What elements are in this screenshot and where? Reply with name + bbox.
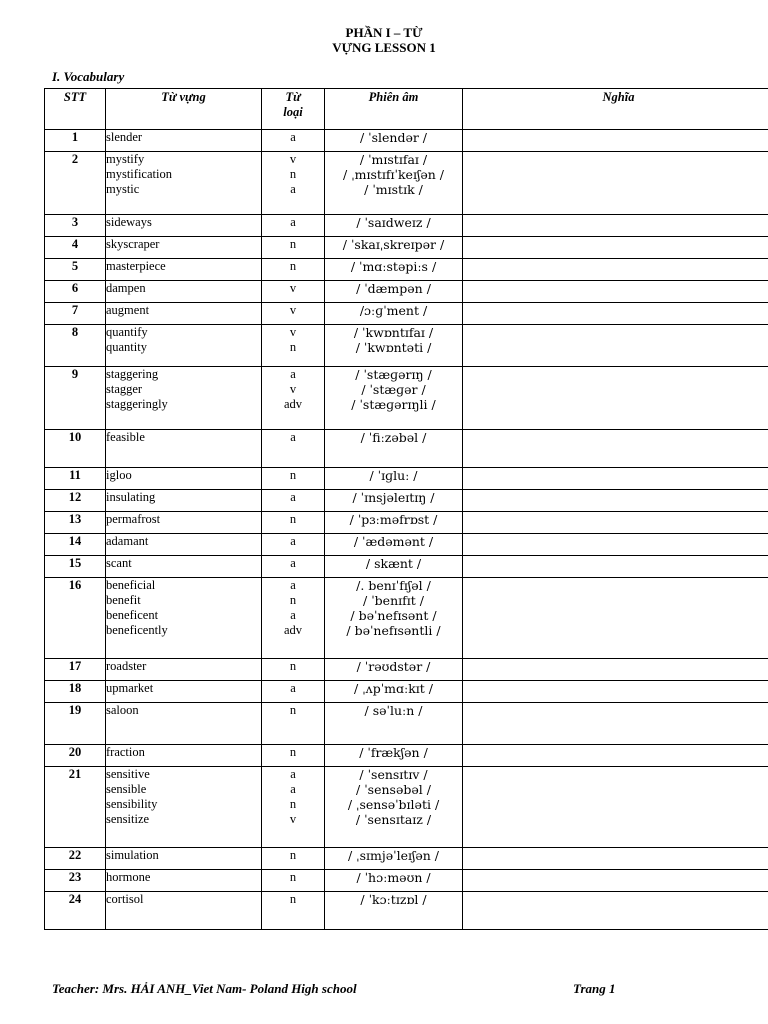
part-of-speech: a [290,556,296,570]
part-of-speech: n [289,848,297,862]
meaning-cell [463,237,768,259]
phonetic-cell [325,430,463,468]
pos-cell [262,659,325,681]
stt-cell: 5 [45,259,106,281]
phonetic-cell [325,534,463,556]
meaning-cell [463,130,768,152]
stt-cell: 4 [45,237,106,259]
vocab-word: mystify [106,152,145,166]
part-of-speech: v [289,281,297,295]
part-of-speech: adv [283,623,303,637]
meaning-cell [463,745,768,767]
vocab-word: igloo [106,468,132,482]
footer-page-number: Trang 1 [573,981,616,996]
vocab-word: upmarket [106,681,154,695]
table-row [45,152,768,215]
phonetic-transcription: / ˈdæmpən / [356,281,431,296]
phonetic-transcription: / ˈɪɡluː / [369,468,418,483]
word-cell [106,703,262,745]
phonetic-cell [325,892,463,930]
part-of-speech: n [289,892,297,906]
phonetic-cell [325,215,463,237]
vocab-word: adamant [106,534,149,548]
word-cell [106,152,262,215]
phonetic-cell [325,681,463,703]
phonetic-transcription: / ˌsɪmjəˈleɪʃən / [347,848,439,863]
word-cell [106,892,262,930]
pos-cell [262,767,325,848]
word-cell [106,848,262,870]
part-of-speech: n [289,593,297,607]
phonetic-transcription: / ˈkɔːtɪzɒl / [360,892,427,907]
meaning-cell [463,468,768,490]
phonetic-transcription: / ˌsensəˈbɪləti / [347,797,440,812]
phonetic-transcription: / ˈmɪstɪfaɪ / [359,152,428,167]
pos-cell [262,430,325,468]
part-of-speech: a [290,490,296,504]
phonetic-transcription: / ˈmɑːstəpiːs / [350,259,437,274]
vocab-word: benefit [106,593,141,607]
phonetic-cell [325,745,463,767]
table-row [45,578,768,659]
part-of-speech: a [290,782,296,796]
part-of-speech: a [290,608,296,622]
pos-cell [262,556,325,578]
meaning-cell [463,681,768,703]
pos-cell [262,745,325,767]
section-heading: I. Vocabulary [52,69,125,84]
part-of-speech: v [289,812,297,826]
meaning-cell [463,281,768,303]
meaning-cell [463,659,768,681]
part-of-speech: a [290,767,296,781]
meaning-cell [463,259,768,281]
vocab-word: dampen [106,281,146,295]
part-of-speech: n [289,237,297,251]
part-of-speech: n [289,468,297,482]
table-row [45,512,768,534]
stt-cell: 11 [45,468,106,490]
part-of-speech: n [289,167,297,181]
meaning-cell [463,490,768,512]
phonetic-cell [325,870,463,892]
pos-cell [262,259,325,281]
phonetic-transcription: / ˈkwɒntəti / [355,340,432,355]
table-row [45,556,768,578]
phonetic-cell [325,578,463,659]
pos-cell [262,681,325,703]
part-of-speech: a [290,215,296,229]
part-of-speech: a [290,182,296,196]
pos-cell [262,512,325,534]
meaning-cell [463,870,768,892]
stt-cell: 12 [45,490,106,512]
meaning-cell [463,767,768,848]
header-pos-line-1: Từ [285,90,301,104]
vocab-word: staggeringly [106,397,168,411]
word-cell [106,430,262,468]
word-cell [106,259,262,281]
phonetic-transcription: / ˈhɔːməʊn / [356,870,431,885]
table-row [45,367,768,430]
vocab-word: augment [106,303,150,317]
part-of-speech: a [290,578,296,592]
phonetic-cell [325,237,463,259]
phonetic-transcription: / ˌmɪstɪfɪˈkeɪʃən / [343,167,444,182]
table-row [45,767,768,848]
word-cell [106,556,262,578]
stt-cell: 2 [45,152,106,215]
vocab-word: insulating [106,490,156,504]
stt-cell: 23 [45,870,106,892]
phonetic-cell [325,767,463,848]
word-cell [106,468,262,490]
stt-cell: 15 [45,556,106,578]
word-cell [106,870,262,892]
table-row [45,870,768,892]
phonetic-cell [325,130,463,152]
phonetic-cell [325,490,463,512]
vocab-word: slender [106,130,143,144]
phonetic-cell [325,303,463,325]
word-cell [106,303,262,325]
phonetic-transcription: / ˈstæɡərɪŋ / [355,367,432,382]
phonetic-cell [325,367,463,430]
pos-cell [262,848,325,870]
phonetic-transcription: / ˈsaɪdweɪz / [356,215,431,230]
meaning-cell [463,556,768,578]
stt-cell: 10 [45,430,106,468]
table-row [45,130,768,152]
word-cell [106,367,262,430]
phonetic-transcription: / ˈbenɪfɪt / [363,593,424,608]
phonetic-transcription: / ˈstæɡərɪŋli / [351,397,436,412]
vocab-word: mystification [106,167,172,181]
header-stt: STT [45,89,106,130]
phonetic-cell [325,703,463,745]
phonetic-cell [325,281,463,303]
part-of-speech: v [289,152,297,166]
phonetic-cell [325,468,463,490]
phonetic-transcription: / bəˈnefɪsəntli / [346,623,441,638]
vocab-word: sensitive [106,767,150,781]
pos-cell [262,237,325,259]
part-of-speech: n [289,745,297,759]
stt-cell: 1 [45,130,106,152]
stt-cell: 19 [45,703,106,745]
stt-cell: 18 [45,681,106,703]
part-of-speech: v [289,382,297,396]
part-of-speech: a [290,534,296,548]
phonetic-cell [325,325,463,367]
vocab-word: saloon [106,703,139,717]
vocabulary-table [44,88,768,930]
table-row [45,259,768,281]
table-row [45,237,768,259]
vocab-word: hormone [106,870,151,884]
table-row [45,892,768,930]
part-of-speech: n [289,870,297,884]
table-row [45,430,768,468]
table-header-row [45,89,768,130]
phonetic-transcription: / ˌʌpˈmɑːkɪt / [354,681,433,696]
table-row [45,468,768,490]
phonetic-transcription: / skænt / [365,556,422,571]
part-of-speech: n [289,340,297,354]
stt-cell: 3 [45,215,106,237]
vocab-word: beneficent [106,608,159,622]
phonetic-transcription: /. benɪˈfɪʃəl / [356,578,431,593]
phonetic-cell [325,848,463,870]
page-title-line-2: VỰNG LESSON 1 [332,40,436,55]
phonetic-transcription: /ɔːɡˈment / [359,303,428,318]
stt-cell: 13 [45,512,106,534]
part-of-speech: n [289,659,297,673]
word-cell [106,237,262,259]
stt-cell: 9 [45,367,106,430]
meaning-cell [463,152,768,215]
vocab-word: sensible [106,782,147,796]
table-row [45,490,768,512]
vocab-word: masterpiece [106,259,166,273]
phonetic-transcription: / ˈfrækʃən / [359,745,428,760]
part-of-speech: n [289,797,297,811]
part-of-speech: v [289,303,297,317]
word-cell [106,490,262,512]
pos-cell [262,303,325,325]
stt-cell: 14 [45,534,106,556]
meaning-cell [463,215,768,237]
phonetic-transcription: / ˈsensɪtɪv / [359,767,428,782]
stt-cell: 6 [45,281,106,303]
table-row [45,745,768,767]
table-row [45,848,768,870]
vocab-word: skyscraper [106,237,160,251]
vocab-word: sensitize [106,812,150,826]
pos-cell [262,325,325,367]
word-cell [106,215,262,237]
vocab-word: mystic [106,182,140,196]
phonetic-transcription: / ˈskaɪˌskreɪpər / [342,237,445,252]
meaning-cell [463,512,768,534]
vocab-word: simulation [106,848,159,862]
vocab-word: sideways [106,215,152,229]
pos-cell [262,490,325,512]
part-of-speech: a [290,367,296,381]
table-row [45,659,768,681]
meaning-cell [463,848,768,870]
meaning-cell [463,578,768,659]
word-cell [106,659,262,681]
phonetic-transcription: / ˈsensɪtaɪz / [355,812,432,827]
part-of-speech: a [290,681,296,695]
table-row [45,534,768,556]
pos-cell [262,152,325,215]
meaning-cell [463,367,768,430]
word-cell [106,281,262,303]
page-title-line-1: PHẦN I – TỪ [345,25,423,40]
vocab-word: feasible [106,430,145,444]
vocab-word: cortisol [106,892,144,906]
table-row [45,303,768,325]
pos-cell [262,578,325,659]
meaning-cell [463,534,768,556]
word-cell [106,681,262,703]
meaning-cell [463,325,768,367]
phonetic-transcription: / səˈluːn / [364,703,423,718]
vocab-word: beneficial [106,578,156,592]
pos-cell [262,870,325,892]
part-of-speech: a [290,130,296,144]
table-row [45,215,768,237]
phonetic-transcription: / ˈsensəbəl / [356,782,431,797]
stt-cell: 20 [45,745,106,767]
phonetic-transcription: / ˈslendər / [359,130,428,145]
phonetic-transcription: / ˈkwɒntɪfaɪ / [353,325,434,340]
stt-cell: 22 [45,848,106,870]
phonetic-transcription: / ˈpɜːməfrɒst / [349,512,438,527]
stt-cell: 17 [45,659,106,681]
vocab-word: scant [106,556,132,570]
stt-cell: 7 [45,303,106,325]
stt-cell: 16 [45,578,106,659]
vocab-word: sensibility [106,797,158,811]
vocab-word: quantity [106,340,147,354]
part-of-speech: adv [283,397,303,411]
word-cell [106,512,262,534]
phonetic-transcription: / ˈmɪstɪk / [364,182,423,197]
phonetic-cell [325,259,463,281]
phonetic-transcription: / bəˈnefɪsənt / [350,608,437,623]
word-cell [106,130,262,152]
part-of-speech: a [290,430,296,444]
meaning-cell [463,703,768,745]
word-cell [106,325,262,367]
table-row [45,703,768,745]
part-of-speech: v [289,325,297,339]
phonetic-transcription: / ˈɪnsjəleɪtɪŋ / [352,490,435,505]
stt-cell: 21 [45,767,106,848]
vocab-word: quantify [106,325,148,339]
pos-cell [262,130,325,152]
meaning-cell [463,430,768,468]
phonetic-transcription: / ˈstæɡər / [361,382,426,397]
phonetic-cell [325,659,463,681]
word-cell [106,534,262,556]
pos-cell [262,281,325,303]
part-of-speech: n [289,512,297,526]
header-phonetic: Phiên âm [325,89,463,130]
pos-cell [262,703,325,745]
pos-cell [262,534,325,556]
vocab-word: roadster [106,659,147,673]
vocab-word: stagger [106,382,143,396]
word-cell [106,578,262,659]
pos-cell [262,367,325,430]
phonetic-cell [325,152,463,215]
word-cell [106,745,262,767]
vocab-word: staggering [106,367,159,381]
header-meaning: Nghĩa [463,89,768,130]
pos-cell [262,468,325,490]
meaning-cell [463,303,768,325]
phonetic-transcription: / ˈfiːzəbəl / [360,430,427,445]
header-pos [262,89,325,130]
vocab-word: beneficently [106,623,168,637]
phonetic-cell [325,556,463,578]
part-of-speech: n [289,259,297,273]
phonetic-transcription: / ˈædəmənt / [353,534,434,549]
footer-teacher: Teacher: Mrs. HẢI ANH_Viet Nam- Poland High school [52,981,357,996]
stt-cell: 8 [45,325,106,367]
header-word: Từ vựng [106,89,262,130]
phonetic-transcription: / ˈrəʊdstər / [356,659,431,674]
vocab-word: fraction [106,745,145,759]
table-row [45,325,768,367]
phonetic-cell [325,512,463,534]
table-row [45,281,768,303]
vocab-word: permafrost [106,512,161,526]
pos-cell [262,215,325,237]
meaning-cell [463,892,768,930]
table-row [45,681,768,703]
part-of-speech: n [289,703,297,717]
pos-cell [262,892,325,930]
word-cell [106,767,262,848]
stt-cell: 24 [45,892,106,930]
header-pos-line-2: loại [283,105,303,119]
